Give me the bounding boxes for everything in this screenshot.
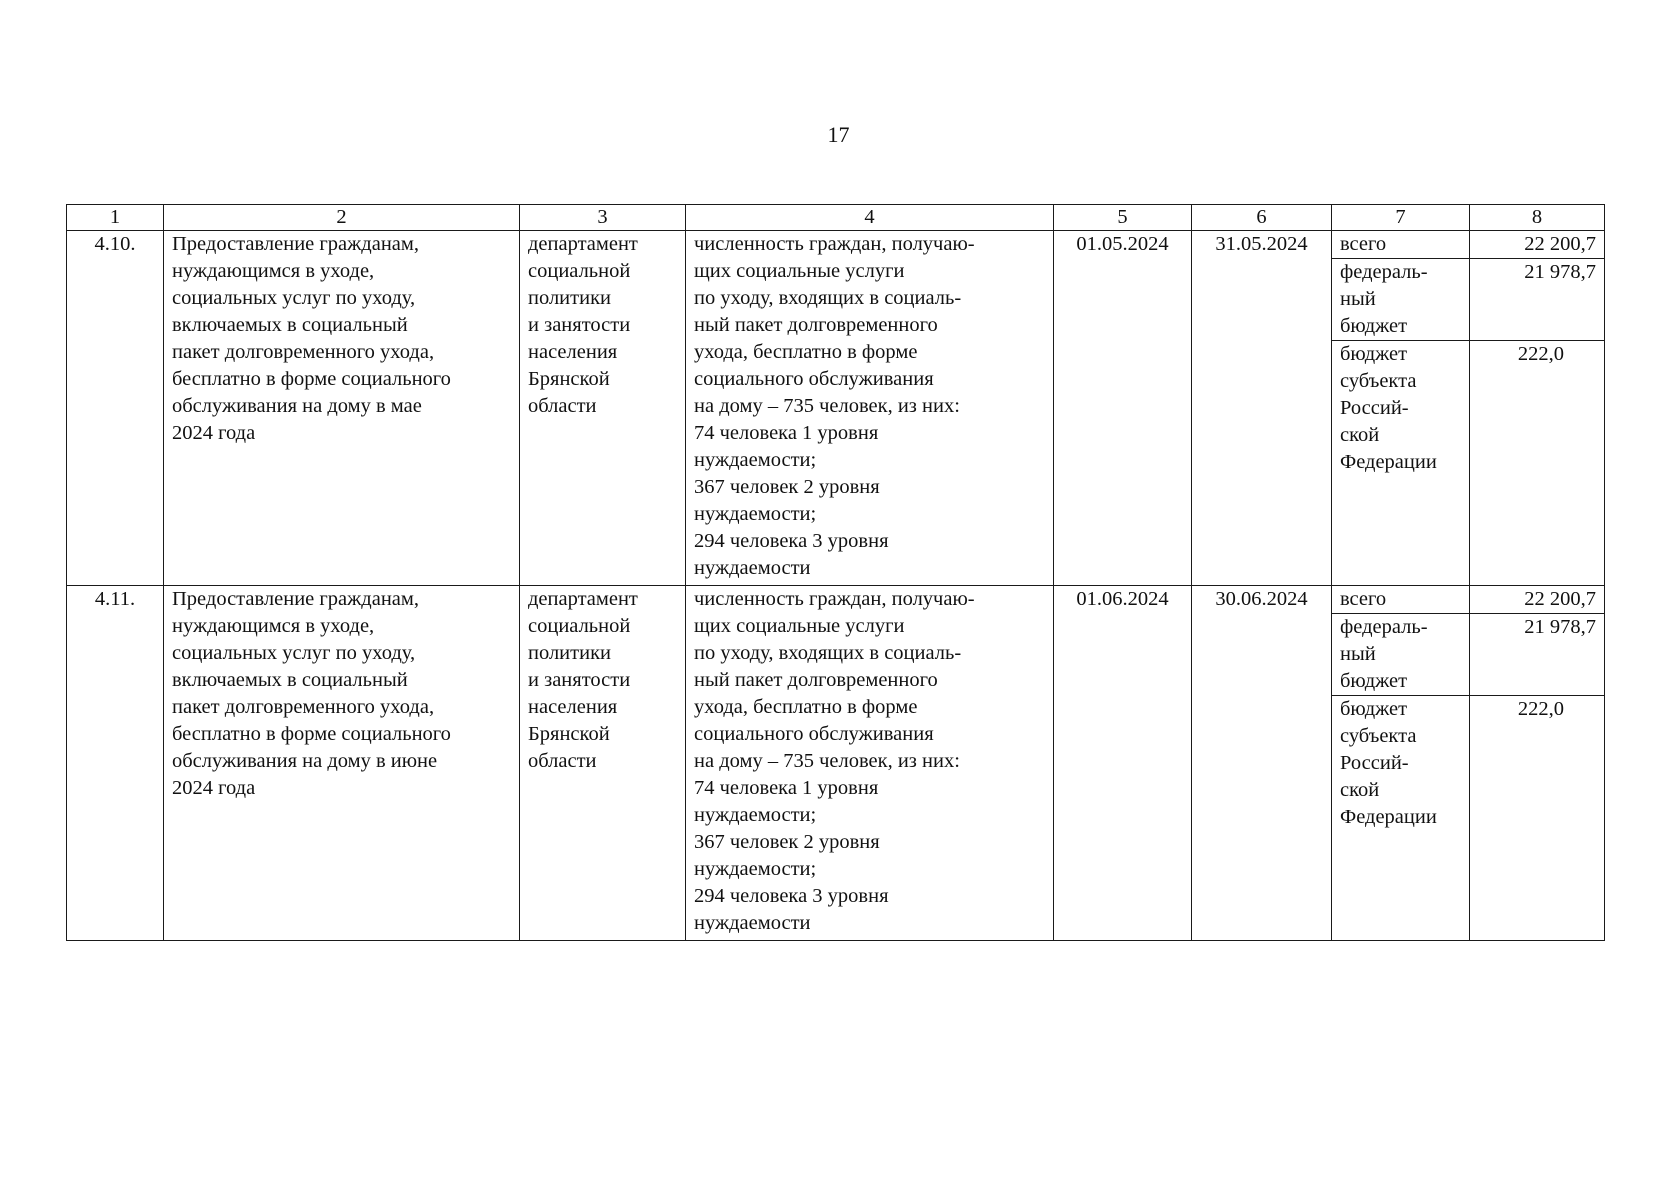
text-line: нуждаемости — [694, 557, 811, 579]
text-line: 2024 года — [172, 422, 256, 444]
text-line: ный — [1340, 643, 1376, 665]
start-date: 01.05.2024 — [1054, 231, 1192, 586]
text-line: социальных услуг по уходу, — [172, 642, 416, 664]
text-line: Предоставление гражданам, — [172, 588, 420, 610]
funding-amount: 21 978,7 — [1470, 259, 1605, 341]
table-row — [67, 231, 1605, 259]
text-line: включаемых в социальный — [172, 669, 408, 691]
text-line: Россий- — [1340, 752, 1409, 774]
text-line: численность граждан, получаю- — [694, 588, 975, 610]
text-line: 74 человека 1 уровня — [694, 422, 879, 444]
text-line: бесплатно в форме социального — [172, 723, 451, 745]
text-line: социальной — [528, 260, 631, 282]
text-line: политики — [528, 642, 612, 664]
text-line: области — [528, 750, 597, 772]
text-line: ный пакет долговременного — [694, 314, 938, 336]
end-date: 31.05.2024 — [1192, 231, 1332, 586]
column-number-cell: 5 — [1054, 205, 1192, 231]
text-line: пакет долговременного ухода, — [172, 696, 435, 718]
text-line: субъекта — [1340, 725, 1417, 747]
text-line: населения — [528, 341, 618, 363]
program-activities-table — [66, 204, 1605, 941]
funding-source — [1332, 341, 1470, 586]
text-line: нуждаемости; — [694, 858, 817, 880]
text-line: ской — [1340, 424, 1380, 446]
funding-amount: 22 200,7 — [1470, 231, 1605, 259]
text-line: бюджет — [1340, 315, 1408, 337]
text-line: щих социальные услуги — [694, 260, 905, 282]
text-line: нуждаемости — [694, 912, 811, 934]
text-line: щих социальные услуги — [694, 615, 905, 637]
text-line: Россий- — [1340, 397, 1409, 419]
text-line: федераль- — [1340, 261, 1428, 283]
responsible-executor — [520, 231, 686, 586]
text-line: бесплатно в форме социального — [172, 368, 451, 390]
text-line: Брянской — [528, 368, 610, 390]
end-date: 30.06.2024 — [1192, 586, 1332, 941]
text-line: и занятости — [528, 314, 631, 336]
text-line: социальной — [528, 615, 631, 637]
text-line: обслуживания на дому в мае — [172, 395, 422, 417]
text-line: Федерации — [1340, 806, 1437, 828]
text-line: Предоставление гражданам, — [172, 233, 420, 255]
text-line: пакет долговременного ухода, — [172, 341, 435, 363]
text-line: бюджет — [1340, 343, 1408, 365]
column-number-row — [67, 205, 1605, 231]
text-line: ный — [1340, 288, 1376, 310]
result-indicator — [686, 586, 1054, 941]
text-line: на дому – 735 человек, из них: — [694, 750, 960, 772]
text-line: нуждаемости; — [694, 503, 817, 525]
funding-source — [1332, 259, 1470, 341]
responsible-executor — [520, 586, 686, 941]
funding-amount: 22 200,7 — [1470, 586, 1605, 614]
column-number-cell: 8 — [1470, 205, 1605, 231]
text-line: всего — [1340, 588, 1387, 610]
text-line: департамент — [528, 588, 638, 610]
text-line: ухода, бесплатно в форме — [694, 696, 918, 718]
text-line: 2024 года — [172, 777, 256, 799]
funding-amount: 222,0 — [1470, 341, 1605, 586]
text-line: Брянской — [528, 723, 610, 745]
text-line: нуждаемости; — [694, 804, 817, 826]
text-line: ухода, бесплатно в форме — [694, 341, 918, 363]
column-number-cell: 1 — [67, 205, 164, 231]
text-line: нуждающимся в уходе, — [172, 260, 375, 282]
column-number-cell: 7 — [1332, 205, 1470, 231]
column-number-cell: 3 — [520, 205, 686, 231]
text-line: политики — [528, 287, 612, 309]
text-line: включаемых в социальный — [172, 314, 408, 336]
text-line: ный пакет долговременного — [694, 669, 938, 691]
text-line: нуждающимся в уходе, — [172, 615, 375, 637]
text-line: Федерации — [1340, 451, 1437, 473]
text-line: населения — [528, 696, 618, 718]
funding-amount: 21 978,7 — [1470, 614, 1605, 696]
funding-source — [1332, 614, 1470, 696]
text-line: 74 человека 1 уровня — [694, 777, 879, 799]
activity-name — [164, 586, 520, 941]
text-line: департамент — [528, 233, 638, 255]
table-row — [67, 586, 1605, 614]
text-line: и занятости — [528, 669, 631, 691]
text-line: обслуживания на дому в июне — [172, 750, 438, 772]
text-line: всего — [1340, 233, 1387, 255]
text-line: ской — [1340, 779, 1380, 801]
text-line: бюджет — [1340, 670, 1408, 692]
text-line: численность граждан, получаю- — [694, 233, 975, 255]
text-line: на дому – 735 человек, из них: — [694, 395, 960, 417]
text-line: 294 человека 3 уровня — [694, 885, 889, 907]
result-indicator — [686, 231, 1054, 586]
column-number-cell: 4 — [686, 205, 1054, 231]
column-number-cell: 6 — [1192, 205, 1332, 231]
text-line: по уходу, входящих в социаль- — [694, 642, 962, 664]
item-number: 4.11. — [67, 586, 164, 941]
text-line: социального обслуживания — [694, 723, 934, 745]
text-line: федераль- — [1340, 616, 1428, 638]
page-number: 17 — [827, 122, 850, 147]
text-line: 367 человек 2 уровня — [694, 476, 880, 498]
text-line: субъекта — [1340, 370, 1417, 392]
text-line: бюджет — [1340, 698, 1408, 720]
text-line: нуждаемости; — [694, 449, 817, 471]
start-date: 01.06.2024 — [1054, 586, 1192, 941]
text-line: социальных услуг по уходу, — [172, 287, 416, 309]
funding-amount: 222,0 — [1470, 696, 1605, 941]
column-number-cell: 2 — [164, 205, 520, 231]
text-line: 367 человек 2 уровня — [694, 831, 880, 853]
funding-source — [1332, 231, 1470, 259]
text-line: по уходу, входящих в социаль- — [694, 287, 962, 309]
text-line: области — [528, 395, 597, 417]
text-line: 294 человека 3 уровня — [694, 530, 889, 552]
funding-source — [1332, 696, 1470, 941]
text-line: социального обслуживания — [694, 368, 934, 390]
activity-name — [164, 231, 520, 586]
funding-source — [1332, 586, 1470, 614]
item-number: 4.10. — [67, 231, 164, 586]
